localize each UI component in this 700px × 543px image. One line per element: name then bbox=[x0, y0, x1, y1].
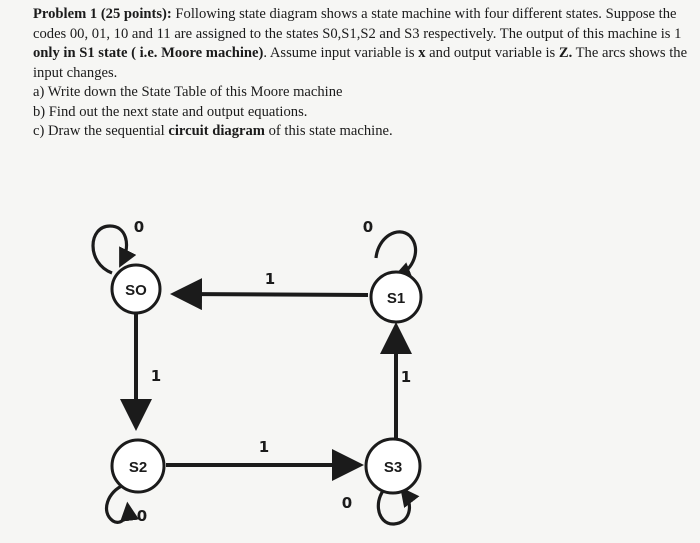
intro-text-2: . Assume input variable is bbox=[263, 45, 419, 61]
part-a: a) Write down the State Table of this Moore machine bbox=[33, 84, 343, 100]
input-variable: x bbox=[418, 45, 426, 61]
label-s1-self: 0 bbox=[362, 218, 374, 236]
output-variable: Z. bbox=[558, 45, 573, 61]
label-s0-self: 0 bbox=[133, 218, 145, 236]
state-s1-label: S1 bbox=[386, 290, 406, 307]
label-s0-to-s2: 1 bbox=[150, 367, 162, 385]
intro-text-4: The arcs shows the input changes. bbox=[33, 45, 688, 81]
label-s2-to-s3: 1 bbox=[258, 438, 270, 456]
label-s3-self: 0 bbox=[341, 494, 353, 512]
self-loop-s1 bbox=[376, 232, 416, 276]
label-s2-self: 0 bbox=[136, 507, 148, 525]
label-s3-to-s1: 1 bbox=[400, 368, 412, 386]
problem-heading: Problem 1 (25 points): bbox=[33, 6, 172, 22]
state-s0-label: SO bbox=[125, 282, 147, 299]
self-loop-s2 bbox=[107, 485, 129, 522]
self-loop-s0 bbox=[93, 226, 126, 273]
part-c-bold: circuit diagram bbox=[168, 123, 265, 139]
intro-text-3: and output variable is bbox=[425, 45, 559, 61]
part-b: b) Find out the next state and output equations. bbox=[33, 103, 308, 120]
part-c-text-2: of this state machine. bbox=[264, 123, 393, 139]
intro-text-1: Following state diagram shows a state machine with four different states. Suppose the codes 00, 01, 10 and 11 are assigned to the states S0,S1,S2 and S3 respectively. The output of this machine is 1 bbox=[33, 6, 682, 42]
state-s3-label: S3 bbox=[383, 459, 403, 476]
moore-note: only in S1 state ( i.e. Moore machine) bbox=[33, 45, 264, 61]
state-s2-label: S2 bbox=[128, 459, 148, 476]
part-c-text-1: c) Draw the sequential bbox=[33, 123, 169, 139]
arrow-s1-to-s0 bbox=[178, 294, 368, 295]
label-s1-to-s0: 1 bbox=[264, 270, 276, 288]
